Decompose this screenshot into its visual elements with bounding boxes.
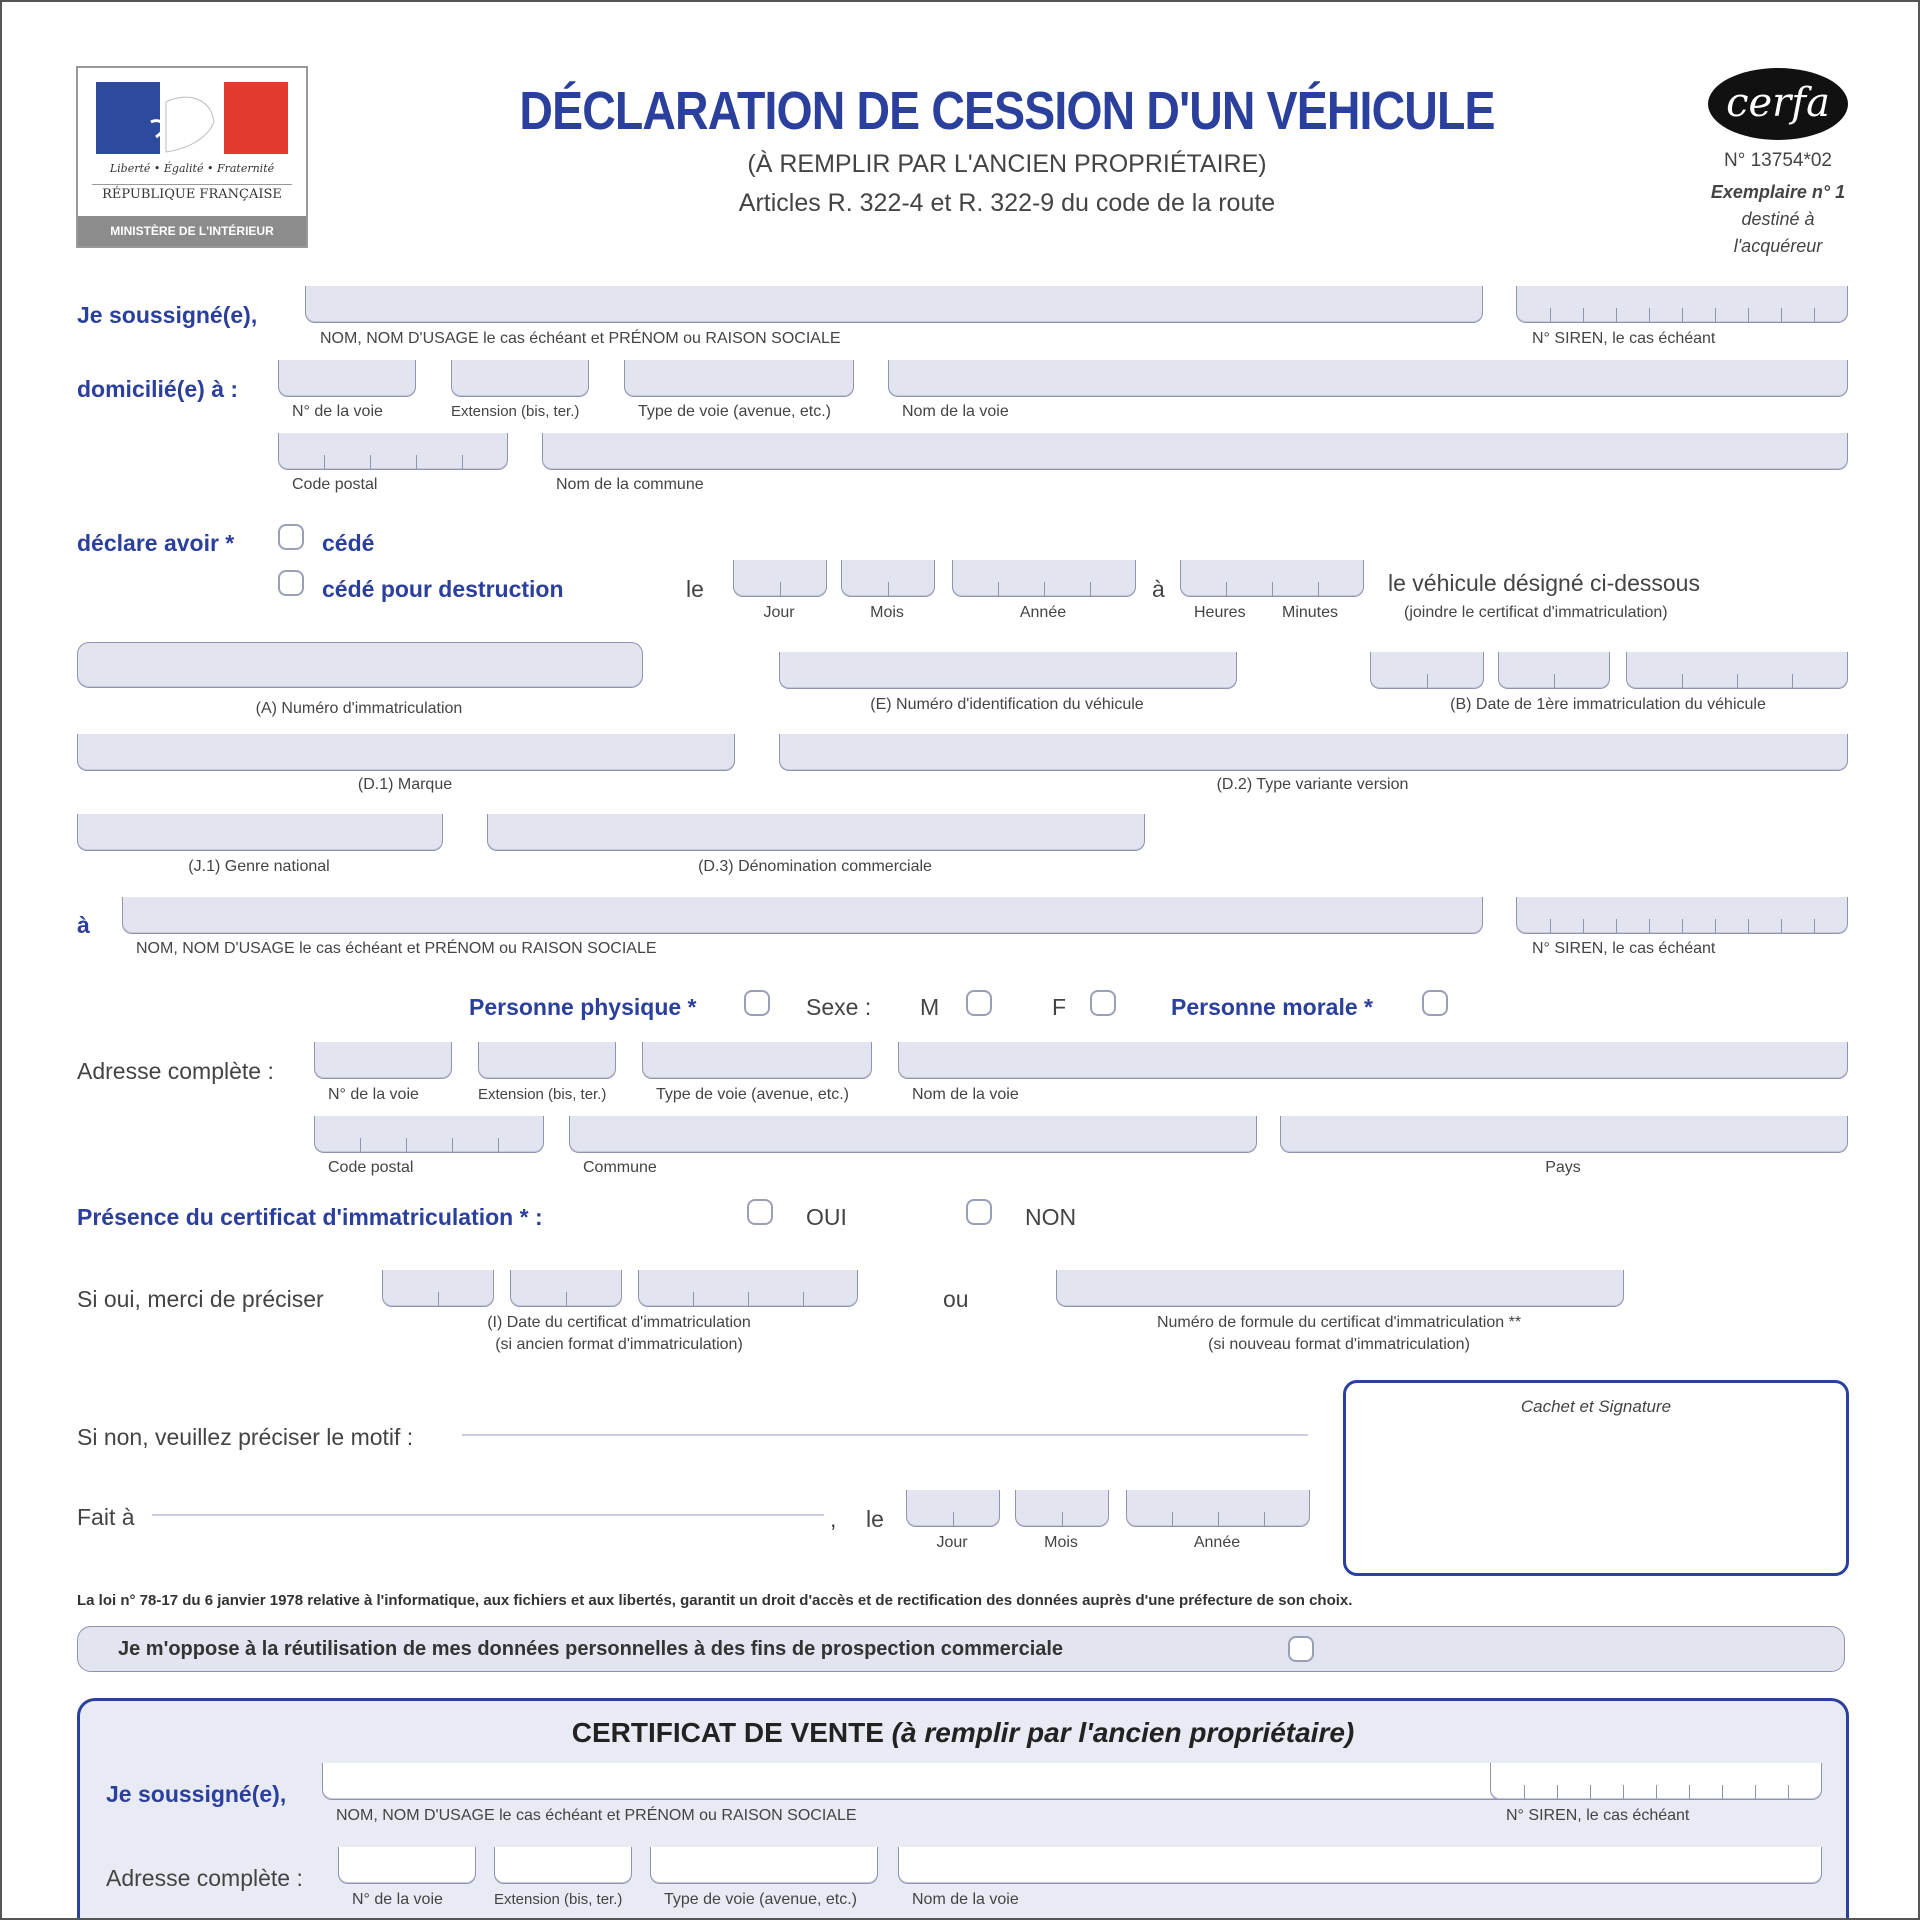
seller-commune-caption: Nom de la commune	[556, 476, 704, 493]
if-no-label: Si non, veuillez préciser le motif :	[77, 1424, 414, 1450]
seller-street-no-caption: N° de la voie	[292, 403, 383, 420]
declare-label: déclare avoir *	[77, 530, 235, 556]
sale-street-type-caption: Type de voie (avenue, etc.)	[664, 1891, 857, 1908]
sale-street-name-caption: Nom de la voie	[912, 1891, 1019, 1908]
first-reg-year-input[interactable]	[1626, 652, 1848, 689]
sale-certificate-title: CERTIFICAT DE VENTE	[571, 1717, 884, 1748]
done-at-input[interactable]	[152, 1514, 824, 1516]
page-title: DÉCLARATION DE CESSION D'UN VÉHICULE	[519, 81, 1495, 141]
declaration-minutes-caption: Minutes	[1282, 604, 1339, 621]
cert-date-day-input[interactable]	[382, 1270, 494, 1307]
buyer-street-name-input[interactable]	[898, 1042, 1848, 1079]
signature-le: le	[866, 1506, 884, 1532]
legal-person-label: Personne morale *	[1171, 994, 1373, 1020]
sale-seller-siren-caption: N° SIREN, le cas échéant	[1506, 1807, 1690, 1824]
registration-number-caption: (A) Numéro d'immatriculation	[255, 700, 463, 717]
sale-address-label: Adresse complète :	[106, 1865, 303, 1891]
opposition-text: Je m'oppose à la réutilisation de mes données personnelles à des fins de prospection commerciale	[118, 1638, 1064, 1660]
if-yes-label: Si oui, merci de préciser	[77, 1286, 324, 1312]
buyer-address-label: Adresse complète :	[77, 1058, 274, 1084]
signature-day-input[interactable]	[906, 1490, 1000, 1527]
genre-input[interactable]	[77, 814, 443, 851]
cerfa-logo: cerfa	[1708, 68, 1848, 140]
cerfa-number: N° 13754*02	[1724, 150, 1832, 171]
sale-certificate-note: (à remplir par l'ancien propriétaire)	[891, 1717, 1355, 1748]
signature-day-caption: Jour	[936, 1534, 968, 1551]
vin-caption: (E) Numéro d'identification du véhicule	[870, 696, 1144, 713]
seal-ministry: MINISTÈRE DE L'INTÉRIEUR	[78, 216, 306, 246]
seller-street-name-caption: Nom de la voie	[902, 403, 1009, 420]
first-reg-day-input[interactable]	[1370, 652, 1484, 689]
brand-caption: (D.1) Marque	[357, 776, 453, 793]
seller-siren-input[interactable]	[1516, 286, 1848, 323]
first-reg-caption: (B) Date de 1ère immatriculation du véhicule	[1450, 696, 1766, 713]
seal-republic: RÉPUBLIQUE FRANÇAISE	[92, 184, 292, 202]
stamp-signature-box[interactable]	[1343, 1380, 1849, 1576]
certificate-yes-checkbox[interactable]	[747, 1199, 773, 1225]
declaration-month-caption: Mois	[870, 604, 904, 621]
seller-name-caption: NOM, NOM D'USAGE le cas échéant et PRÉNOM ou RAISON SOCIALE	[320, 330, 841, 347]
declaration-time-input[interactable]	[1180, 560, 1364, 597]
page-subtitle: (À REMPLIR PAR L'ANCIEN PROPRIÉTAIRE)	[747, 150, 1267, 178]
declaration-year-input[interactable]	[952, 560, 1136, 597]
ceded-checkbox[interactable]	[278, 524, 304, 550]
brand-input[interactable]	[77, 734, 735, 771]
destruction-checkbox[interactable]	[278, 570, 304, 596]
cert-date-caption-2: (si ancien format d'immatriculation)	[495, 1336, 743, 1353]
buyer-label: à	[77, 912, 90, 938]
sale-seller-name-caption: NOM, NOM D'USAGE le cas échéant et PRÉNOM ou RAISON SOCIALE	[336, 1807, 857, 1824]
vin-input[interactable]	[779, 652, 1237, 689]
seller-street-type-input[interactable]	[624, 360, 854, 397]
buyer-name-input[interactable]	[122, 897, 1483, 934]
certificate-yes-label: OUI	[806, 1204, 847, 1230]
done-at-label: Fait à	[77, 1504, 135, 1530]
vehicle-note: (joindre le certificat d'immatriculation)	[1404, 604, 1668, 621]
certificate-no-label: NON	[1025, 1204, 1077, 1230]
law-notice: La loi n° 78-17 du 6 janvier 1978 relative à l'informatique, aux fichiers et aux libertés, garantit un droit d'accès et de rectification des données auprès d'une préfecture de son choix.	[77, 1592, 1353, 1609]
page-articles: Articles R. 322-4 et R. 322-9 du code de la route	[738, 189, 1276, 217]
natural-person-label: Personne physique *	[469, 994, 697, 1020]
commercial-name-caption: (D.3) Dénomination commerciale	[698, 858, 932, 875]
seller-name-input[interactable]	[305, 286, 1483, 323]
signature-year-input[interactable]	[1126, 1490, 1310, 1527]
type-variant-caption: (D.2) Type variante version	[1216, 776, 1409, 793]
buyer-country-caption: Pays	[1545, 1159, 1581, 1176]
buyer-extension-input[interactable]	[478, 1042, 616, 1079]
sale-certificate-section	[77, 1698, 1849, 1920]
female-checkbox[interactable]	[1090, 990, 1116, 1016]
buyer-extension-caption: Extension (bis, ter.)	[478, 1086, 607, 1103]
buyer-siren-input[interactable]	[1516, 897, 1848, 934]
sale-street-type-input[interactable]	[650, 1847, 878, 1884]
seller-street-type-caption: Type de voie (avenue, etc.)	[638, 403, 831, 420]
sale-street-no-input[interactable]	[338, 1847, 476, 1884]
seller-extension-caption: Extension (bis, ter.)	[451, 403, 580, 420]
genre-caption: (J.1) Genre national	[188, 858, 330, 875]
buyer-postal-code-input[interactable]	[314, 1116, 544, 1153]
buyer-commune-input[interactable]	[569, 1116, 1257, 1153]
buyer-siren-caption: N° SIREN, le cas échéant	[1532, 940, 1716, 957]
opposition-bar	[77, 1626, 1845, 1672]
cert-date-caption-1: (I) Date du certificat d'immatriculation	[487, 1314, 751, 1331]
buyer-commune-caption: Commune	[583, 1159, 657, 1176]
cert-formula-input[interactable]	[1056, 1270, 1624, 1307]
sale-seller-label: Je soussigné(e),	[106, 1781, 287, 1807]
sex-label: Sexe :	[806, 994, 872, 1020]
domicile-label: domicilié(e) à :	[77, 376, 239, 402]
vehicle-designated-text: le véhicule désigné ci-dessous	[1388, 570, 1700, 596]
buyer-country-input[interactable]	[1280, 1116, 1848, 1153]
copy-number: Exemplaire n° 1	[1710, 182, 1846, 202]
declaration-year-caption: Année	[1019, 604, 1067, 621]
copy-recipient: l'acquéreur	[1733, 236, 1823, 256]
copy-destined: destiné à	[1741, 209, 1815, 229]
signature-month-input[interactable]	[1015, 1490, 1109, 1527]
type-variant-input[interactable]	[779, 734, 1848, 771]
seller-siren-caption: N° SIREN, le cas échéant	[1532, 330, 1716, 347]
signature-year-caption: Année	[1193, 1534, 1241, 1551]
cert-formula-caption-2: (si nouveau format d'immatriculation)	[1208, 1336, 1470, 1353]
seal-motto: Liberté • Égalité • Fraternité	[109, 162, 275, 175]
tricolor-flag-icon	[96, 82, 288, 154]
if-no-reason-input[interactable]	[462, 1434, 1308, 1436]
declaration-month-input[interactable]	[841, 560, 935, 597]
ceded-label: cédé	[322, 530, 375, 556]
natural-person-checkbox[interactable]	[744, 990, 770, 1016]
seller-commune-input[interactable]	[542, 433, 1848, 470]
male-checkbox[interactable]	[966, 990, 992, 1016]
seller-postal-code-caption: Code postal	[292, 476, 378, 493]
buyer-postal-code-caption: Code postal	[328, 1159, 414, 1176]
declaration-le: le	[686, 576, 704, 602]
certificate-presence-label: Présence du certificat d'immatriculation * :	[77, 1204, 543, 1230]
cert-formula-caption-1: Numéro de formule du certificat d'immatriculation **	[1156, 1314, 1522, 1331]
declaration-hours-caption: Heures	[1194, 604, 1246, 621]
declaration-day-caption: Jour	[763, 604, 795, 621]
seller-street-name-input[interactable]	[888, 360, 1848, 397]
cert-date-year-input[interactable]	[638, 1270, 858, 1307]
seller-extension-input[interactable]	[451, 360, 589, 397]
buyer-name-caption: NOM, NOM D'USAGE le cas échéant et PRÉNOM ou RAISON SOCIALE	[136, 940, 657, 957]
commercial-name-input[interactable]	[487, 814, 1145, 851]
first-reg-month-input[interactable]	[1498, 652, 1610, 689]
done-at-comma: ,	[830, 1506, 837, 1532]
seller-postal-code-input[interactable]	[278, 433, 508, 470]
sale-street-name-input[interactable]	[898, 1847, 1822, 1884]
sale-seller-name-input[interactable]	[322, 1763, 1538, 1800]
cert-date-month-input[interactable]	[510, 1270, 622, 1307]
buyer-street-name-caption: Nom de la voie	[912, 1086, 1019, 1103]
declaration-a: à	[1152, 576, 1165, 602]
sale-extension-input[interactable]	[494, 1847, 632, 1884]
marianne-logo	[76, 66, 308, 248]
buyer-street-type-caption: Type de voie (avenue, etc.)	[656, 1086, 849, 1103]
buyer-street-no-input[interactable]	[314, 1042, 452, 1079]
seller-street-no-input[interactable]	[278, 360, 416, 397]
stamp-signature-label: Cachet et Signature	[1520, 1397, 1672, 1416]
male-label: M	[920, 994, 940, 1020]
buyer-street-no-caption: N° de la voie	[328, 1086, 419, 1103]
sale-street-no-caption: N° de la voie	[352, 1891, 443, 1908]
sale-seller-siren-input[interactable]	[1490, 1763, 1822, 1800]
sale-extension-caption: Extension (bis, ter.)	[494, 1891, 623, 1908]
seller-label: Je soussigné(e),	[77, 302, 258, 328]
sale-certificate-heading	[80, 1717, 1846, 1749]
destruction-label: cédé pour destruction	[322, 576, 564, 602]
legal-person-checkbox[interactable]	[1422, 990, 1448, 1016]
or-label: ou	[943, 1286, 969, 1312]
female-label: F	[1052, 994, 1067, 1020]
declaration-day-input[interactable]	[733, 560, 827, 597]
opposition-checkbox[interactable]	[1288, 1636, 1314, 1662]
signature-month-caption: Mois	[1044, 1534, 1078, 1551]
certificate-no-checkbox[interactable]	[966, 1199, 992, 1225]
registration-number-input[interactable]	[77, 642, 643, 688]
buyer-street-type-input[interactable]	[642, 1042, 872, 1079]
